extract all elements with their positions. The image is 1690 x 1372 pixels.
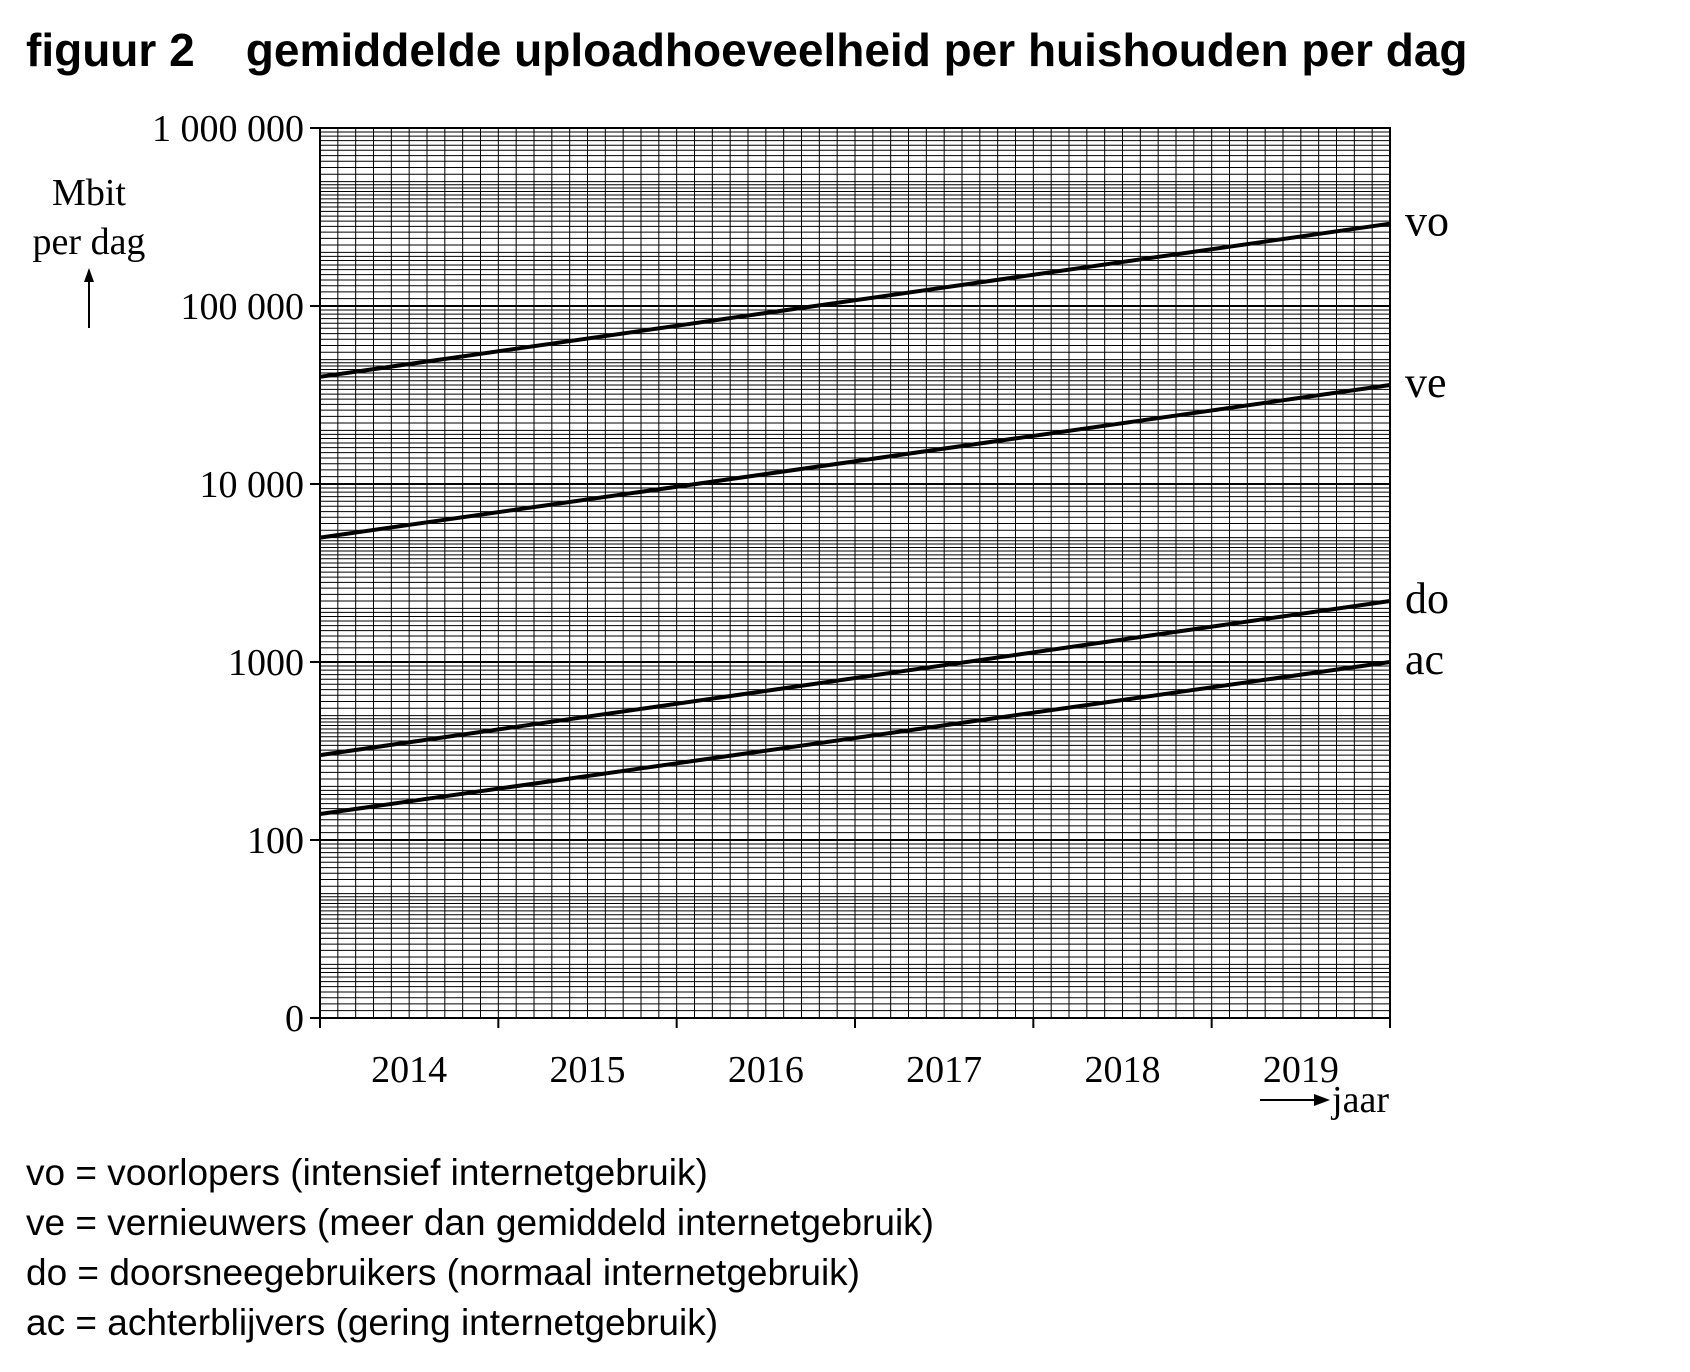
y-tick-labels: [152, 108, 304, 1040]
y-axis-arrow-icon: [84, 268, 94, 328]
legend-item-ac: ac = achterblijvers (gering internetgebruik): [26, 1302, 719, 1343]
x-tick-label: 2016: [727, 1049, 804, 1091]
y-tick-label: 1000: [228, 642, 304, 684]
legend-item-do: do = doorsneegebruikers (normaal internetgebruik): [26, 1252, 860, 1293]
series-label-vo: vo: [1405, 196, 1449, 246]
legend-item-vo: vo = voorlopers (intensief internetgebruik): [26, 1152, 708, 1193]
x-tick-label: 2019: [1262, 1049, 1339, 1091]
x-tick-label: 2014: [371, 1049, 448, 1091]
x-axis-label: jaar: [1332, 1079, 1389, 1121]
series-label-ac: ac: [1405, 635, 1445, 684]
legend-item-ve: ve = vernieuwers (meer dan gemiddeld internetgebruik): [26, 1202, 934, 1243]
legend: [26, 1148, 934, 1348]
y-tick-label: 1 000 000: [152, 108, 304, 150]
x-tick-label: 2017: [906, 1049, 983, 1091]
series-label-do: do: [1405, 574, 1449, 624]
x-axis-arrow-icon: [1260, 1094, 1330, 1106]
axes: [310, 128, 1390, 1028]
series-labels: [1405, 197, 1449, 684]
y-tick-label: 100: [247, 820, 304, 862]
x-tick-label: 2015: [549, 1049, 626, 1091]
x-tick-labels: [371, 1049, 1339, 1091]
y-tick-label: 100 000: [180, 286, 304, 328]
y-tick-label: 0: [285, 998, 304, 1040]
y-tick-label: 10 000: [199, 464, 304, 506]
chart-title: figuur 2 gemiddelde uploadhoeveelheid per huishouden per dag: [26, 24, 1468, 76]
x-tick-label: 2018: [1084, 1049, 1161, 1091]
series-label-ve: ve: [1405, 357, 1447, 407]
y-axis-label-line-2: per dag: [32, 221, 146, 263]
grid-minor: [320, 128, 1390, 1018]
y-axis-label-line-1: Mbit: [52, 172, 126, 214]
